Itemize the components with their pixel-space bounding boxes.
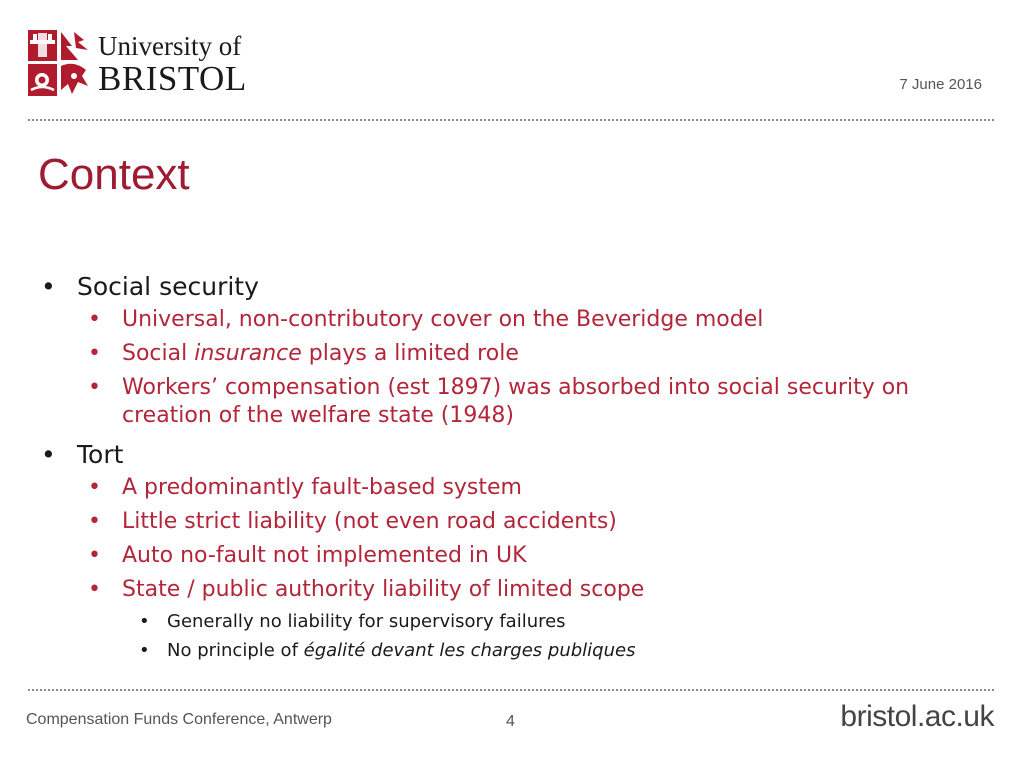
sub-sub-bullet-text: Generally no liability for supervisory failures bbox=[167, 611, 566, 632]
bullet-icon: • bbox=[88, 577, 101, 602]
bullet-icon: • bbox=[139, 611, 150, 632]
sub-bullet bbox=[38, 508, 998, 536]
header-divider bbox=[28, 119, 994, 121]
sub-bullet-text-before: Social bbox=[122, 341, 195, 366]
sub-bullet-text: Little strict liability (not even road accidents) bbox=[122, 509, 617, 534]
slide-title: Context bbox=[38, 150, 190, 199]
bullet-icon: • bbox=[41, 272, 56, 301]
sub-bullet bbox=[38, 306, 998, 334]
sub-bullet bbox=[38, 340, 998, 368]
logo-wordmark bbox=[98, 30, 247, 96]
bullet-icon: • bbox=[41, 440, 56, 469]
logo-line-2: BRISTOL bbox=[98, 59, 247, 98]
bullet-social-security bbox=[38, 268, 998, 306]
sub-sub-bullet bbox=[38, 639, 998, 663]
sub-bullet-text: Workers’ compensation (est 1897) was absorbed into social security on creation of the welfare state (1948) bbox=[122, 375, 910, 428]
sub-bullet-emphasis: insurance bbox=[194, 341, 302, 366]
page-number: 4 bbox=[506, 713, 515, 730]
sub-bullet bbox=[38, 374, 998, 430]
sub-sub-bullet-text-before: No principle of bbox=[167, 640, 304, 661]
university-crest-icon bbox=[28, 30, 90, 96]
bullet-icon: • bbox=[88, 475, 101, 500]
sub-sub-bullet bbox=[38, 610, 998, 634]
sub-bullet bbox=[38, 474, 998, 502]
slide-body bbox=[38, 268, 998, 668]
bullet-icon: • bbox=[88, 341, 101, 366]
sub-bullet bbox=[38, 542, 998, 570]
sub-bullet-text-after: plays a limited role bbox=[301, 341, 519, 366]
sub-bullet-text: A predominantly fault-based system bbox=[122, 475, 522, 500]
website-url: bristol.ac.uk bbox=[840, 700, 994, 733]
sub-bullet-text: Auto no-fault not implemented in UK bbox=[122, 543, 527, 568]
conference-name: Compensation Funds Conference, Antwerp bbox=[26, 711, 332, 728]
bullet-icon: • bbox=[88, 543, 101, 568]
bullet-icon: • bbox=[88, 509, 101, 534]
bullet-icon: • bbox=[88, 307, 101, 332]
university-logo bbox=[28, 30, 248, 98]
logo-line-1: University of bbox=[98, 31, 242, 61]
sub-bullet bbox=[38, 576, 998, 604]
bullet-icon: • bbox=[139, 640, 150, 661]
bullet-tort bbox=[38, 436, 998, 474]
slide-date: 7 June 2016 bbox=[899, 76, 982, 93]
footer-divider bbox=[28, 689, 994, 691]
bullet-label: Social security bbox=[77, 272, 259, 301]
sub-bullet-text: State / public authority liability of limited scope bbox=[122, 577, 645, 602]
bullet-icon: • bbox=[88, 375, 101, 400]
bullet-label: Tort bbox=[77, 440, 124, 469]
sub-sub-bullet-emphasis: égalité devant les charges publiques bbox=[303, 640, 636, 661]
sub-bullet-text: Universal, non-contributory cover on the Beveridge model bbox=[122, 307, 764, 332]
